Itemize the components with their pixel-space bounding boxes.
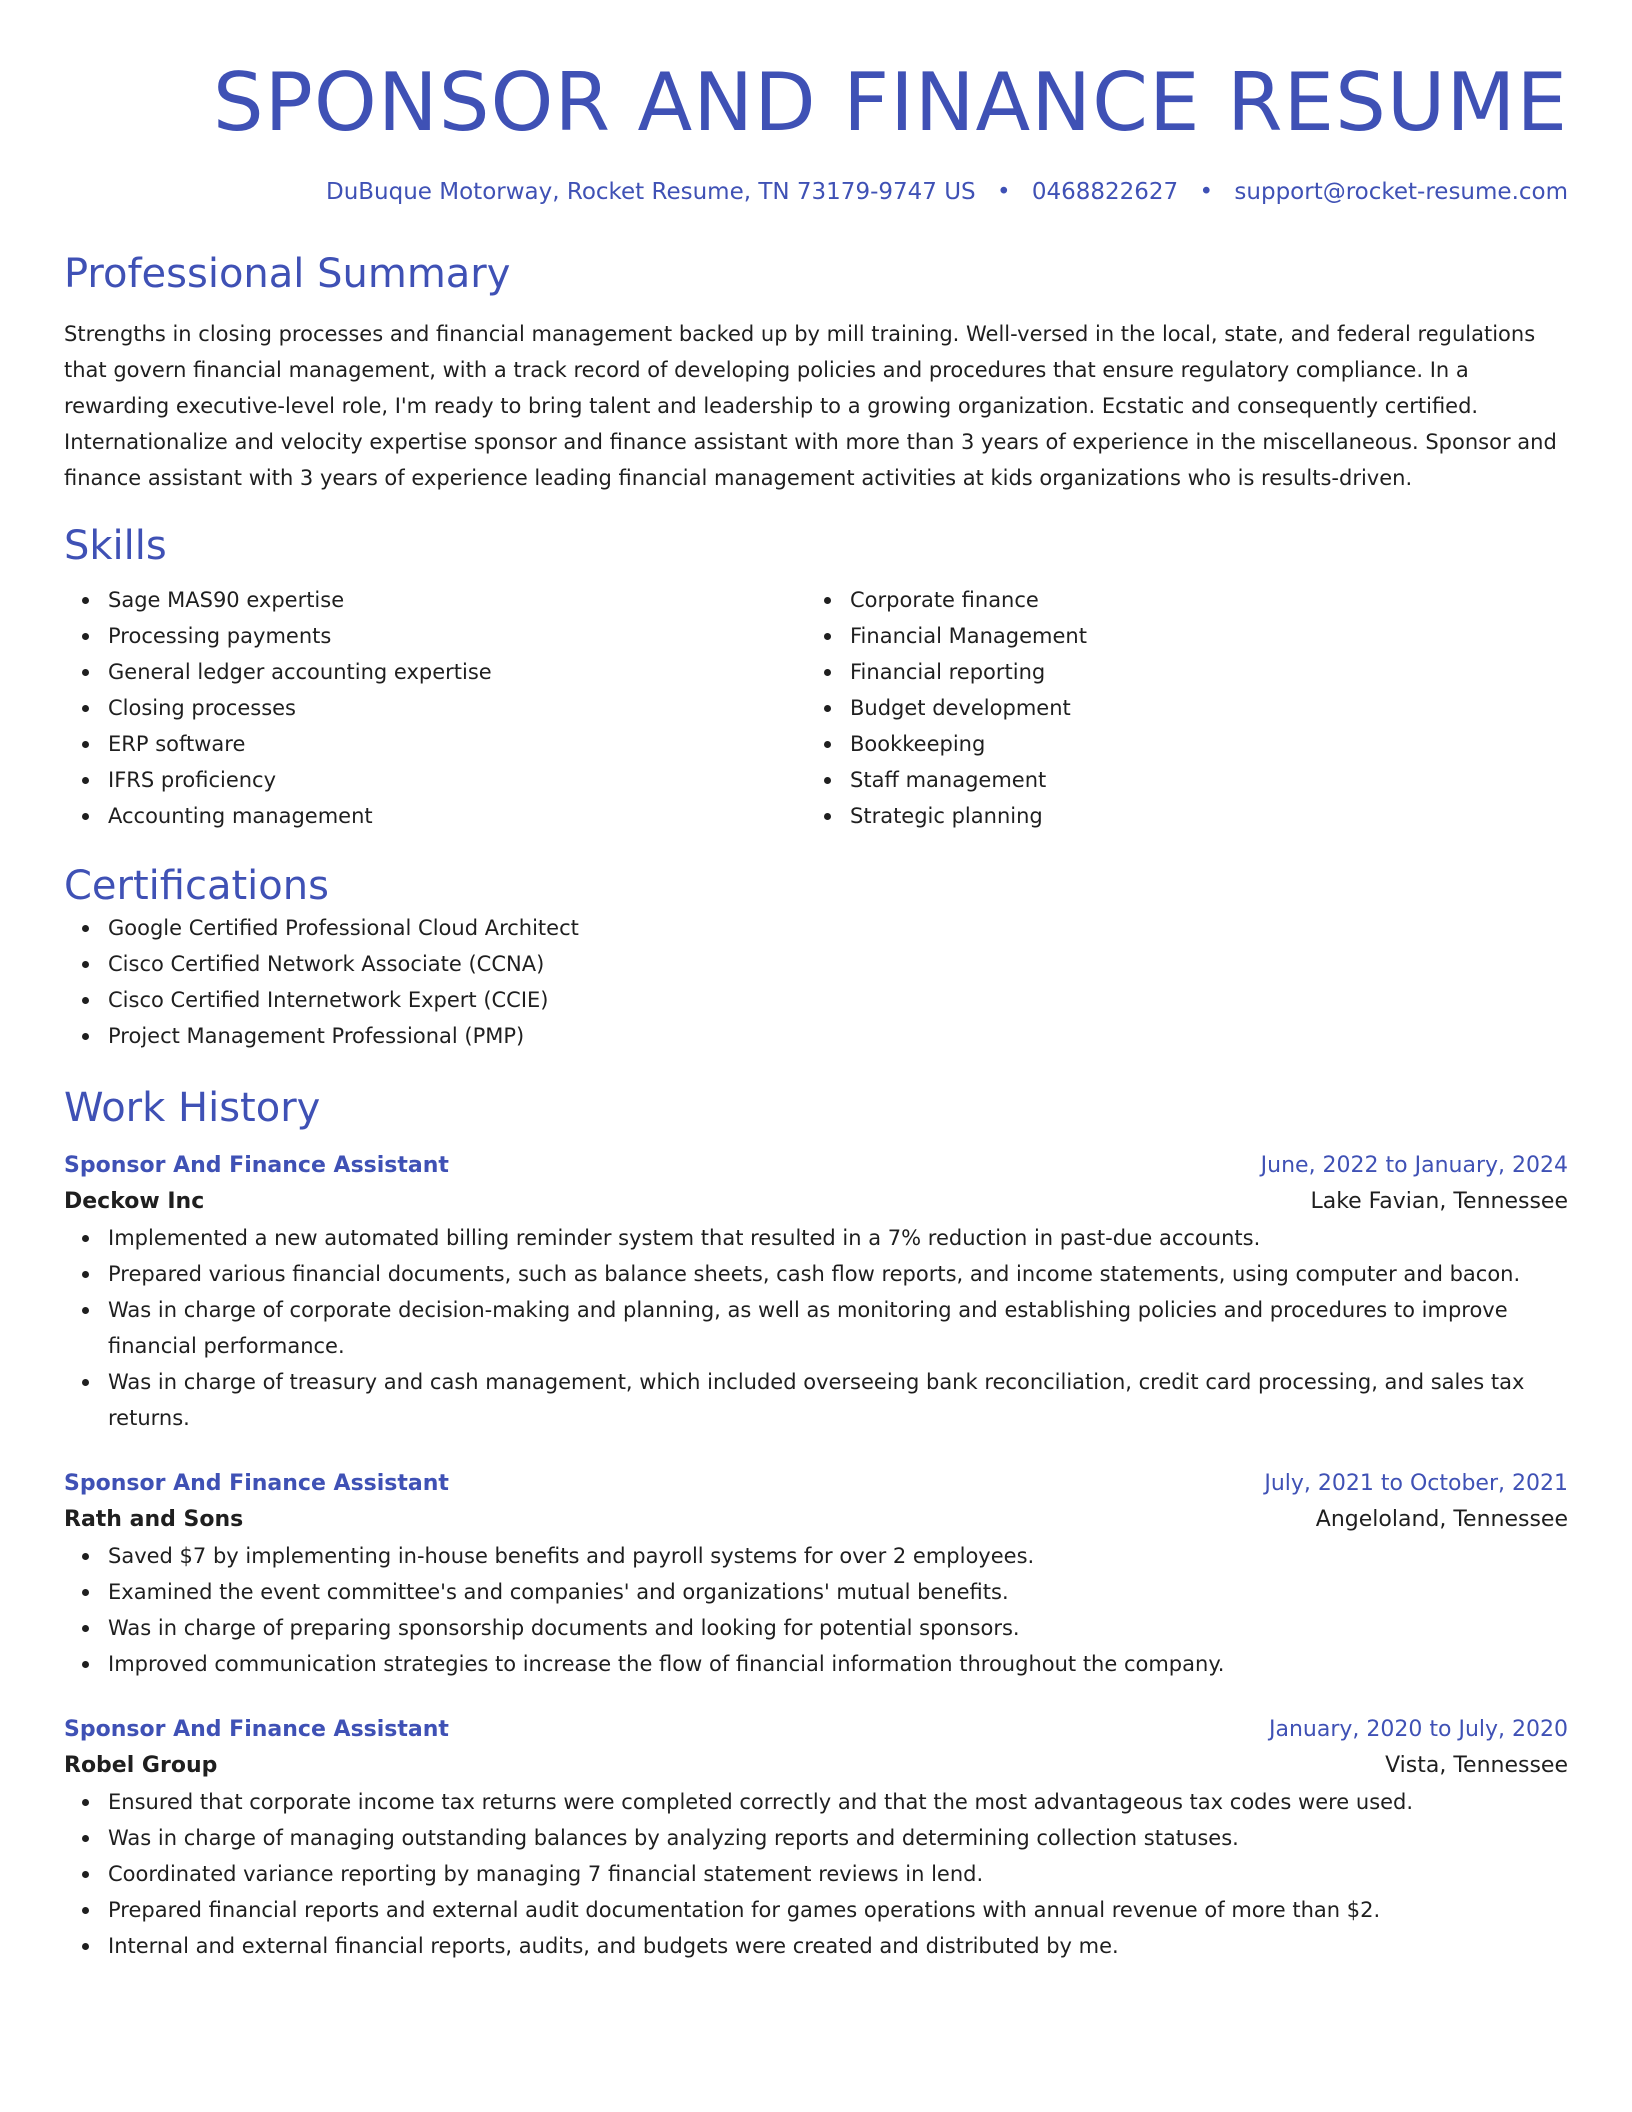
- skill-item: Accounting management: [108, 798, 806, 834]
- job-bullet: Was in charge of managing outstanding balances by analyzing reports and determining collection statuses.: [108, 1820, 1568, 1856]
- job-title: Sponsor And Finance Assistant: [64, 1471, 449, 1496]
- job-bullets: [64, 1538, 1568, 1682]
- job-company-row: [64, 1748, 1568, 1784]
- job-title: Sponsor And Finance Assistant: [64, 1153, 449, 1178]
- contact-line: [64, 176, 1568, 208]
- skill-item: Budget development: [850, 690, 1548, 726]
- job-dates: January, 2020 to July, 2020: [1269, 1717, 1568, 1742]
- contact-address: DuBuque Motorway, Rocket Resume, TN 73179-9747 US: [325, 179, 976, 205]
- job-bullet: Saved $7 by implementing in-house benefits and payroll systems for over 2 employees.: [108, 1538, 1568, 1574]
- job-location: Lake Favian, Tennessee: [1310, 1189, 1568, 1214]
- job-location: Vista, Tennessee: [1385, 1753, 1568, 1778]
- job-bullet: Implemented a new automated billing reminder system that resulted in a 7% reduction in past-due accounts.: [108, 1220, 1568, 1256]
- job-bullet: Internal and external financial reports, audits, and budgets were created and distributed by me.: [108, 1928, 1568, 1964]
- job-header-row: [64, 1148, 1568, 1184]
- job-company: Deckow Inc: [64, 1189, 205, 1214]
- contact-email: support@rocket-resume.com: [1234, 179, 1568, 205]
- certification-item: Project Management Professional (PMP): [108, 1018, 1568, 1054]
- job-entry: [64, 1466, 1568, 1682]
- skill-item: ERP software: [108, 726, 806, 762]
- skills-list-left: [64, 582, 806, 834]
- job-bullet: Was in charge of preparing sponsorship documents and looking for potential sponsors.: [108, 1610, 1568, 1646]
- skills-heading: Skills: [64, 523, 167, 569]
- skills-column-right: [806, 582, 1548, 834]
- job-company-row: [64, 1502, 1568, 1538]
- job-bullet: Coordinated variance reporting by managing 7 financial statement reviews in lend.: [108, 1856, 1568, 1892]
- job-entry: [64, 1712, 1568, 1964]
- job-title: Sponsor And Finance Assistant: [64, 1717, 449, 1742]
- certifications-list: [64, 910, 1568, 1054]
- job-bullet: Was in charge of corporate decision-making and planning, as well as monitoring and establishing policies and procedures to improve financial performance.: [108, 1292, 1568, 1364]
- certification-item: Cisco Certified Internetwork Expert (CCIE): [108, 982, 1568, 1018]
- summary-text: Strengths in closing processes and financial management backed up by mill training. Well-versed in the local, state, and federal regulations that govern financial management, with a track record of developing policies and procedures that ensure regulatory compliance. In a rewarding executive-level role, I'm ready to bring talent and leadership to a growing organization. Ecstatic and consequently certified. Internationalize and velocity expertise sponsor and finance assistant with more than 3 years of experience in the miscellaneous. Sponsor and finance assistant with 3 years of experience leading financial management activities at kids organizations who is results-driven.: [64, 322, 1557, 490]
- skill-item: General ledger accounting expertise: [108, 654, 806, 690]
- skill-item: Staff management: [850, 762, 1548, 798]
- job-bullet: Ensured that corporate income tax returns were completed correctly and that the most advantageous tax codes were used.: [108, 1784, 1568, 1820]
- resume-title: SPONSOR AND FINANCE RESUME: [212, 56, 1568, 149]
- skills-list-right: [806, 582, 1548, 834]
- contact-separator: •: [1199, 179, 1214, 205]
- job-bullet: Examined the event committee's and companies' and organizations' mutual benefits.: [108, 1574, 1568, 1610]
- job-header-row: [64, 1466, 1568, 1502]
- summary-heading: Professional Summary: [64, 251, 511, 297]
- job-dates: July, 2021 to October, 2021: [1264, 1471, 1568, 1496]
- contact-separator: •: [996, 179, 1011, 205]
- job-company: Robel Group: [64, 1753, 218, 1778]
- job-bullet: Improved communication strategies to increase the flow of financial information throughout the company.: [108, 1646, 1568, 1682]
- skill-item: Corporate finance: [850, 582, 1548, 618]
- skill-item: Sage MAS90 expertise: [108, 582, 806, 618]
- job-entry: [64, 1148, 1568, 1436]
- skills-column-left: [64, 582, 806, 834]
- job-bullet: Was in charge of treasury and cash management, which included overseeing bank reconciliation, credit card processing, and sales tax returns.: [108, 1364, 1568, 1436]
- contact-phone: 0468822627: [1031, 179, 1179, 205]
- job-dates: June, 2022 to January, 2024: [1260, 1153, 1568, 1178]
- job-bullet: Prepared various financial documents, such as balance sheets, cash flow reports, and income statements, using computer and bacon.: [108, 1256, 1568, 1292]
- job-location: Angeloland, Tennessee: [1315, 1507, 1568, 1532]
- certification-item: Cisco Certified Network Associate (CCNA): [108, 946, 1568, 982]
- skill-item: Closing processes: [108, 690, 806, 726]
- skill-item: IFRS proficiency: [108, 762, 806, 798]
- skill-item: Financial reporting: [850, 654, 1548, 690]
- skill-item: Bookkeeping: [850, 726, 1548, 762]
- job-bullet: Prepared financial reports and external audit documentation for games operations with annual revenue of more than $2.: [108, 1892, 1568, 1928]
- job-bullets: [64, 1784, 1568, 1964]
- resume-page: [64, 0, 1568, 1964]
- skill-item: Financial Management: [850, 618, 1548, 654]
- job-company-row: [64, 1184, 1568, 1220]
- skill-item: Processing payments: [108, 618, 806, 654]
- job-bullets: [64, 1220, 1568, 1436]
- job-header-row: [64, 1712, 1568, 1748]
- work-history-heading: Work History: [64, 1085, 321, 1131]
- skills-grid: [64, 582, 1568, 834]
- certifications-heading: Certifications: [64, 863, 329, 909]
- certification-item: Google Certified Professional Cloud Architect: [108, 910, 1568, 946]
- skill-item: Strategic planning: [850, 798, 1548, 834]
- job-company: Rath and Sons: [64, 1507, 244, 1532]
